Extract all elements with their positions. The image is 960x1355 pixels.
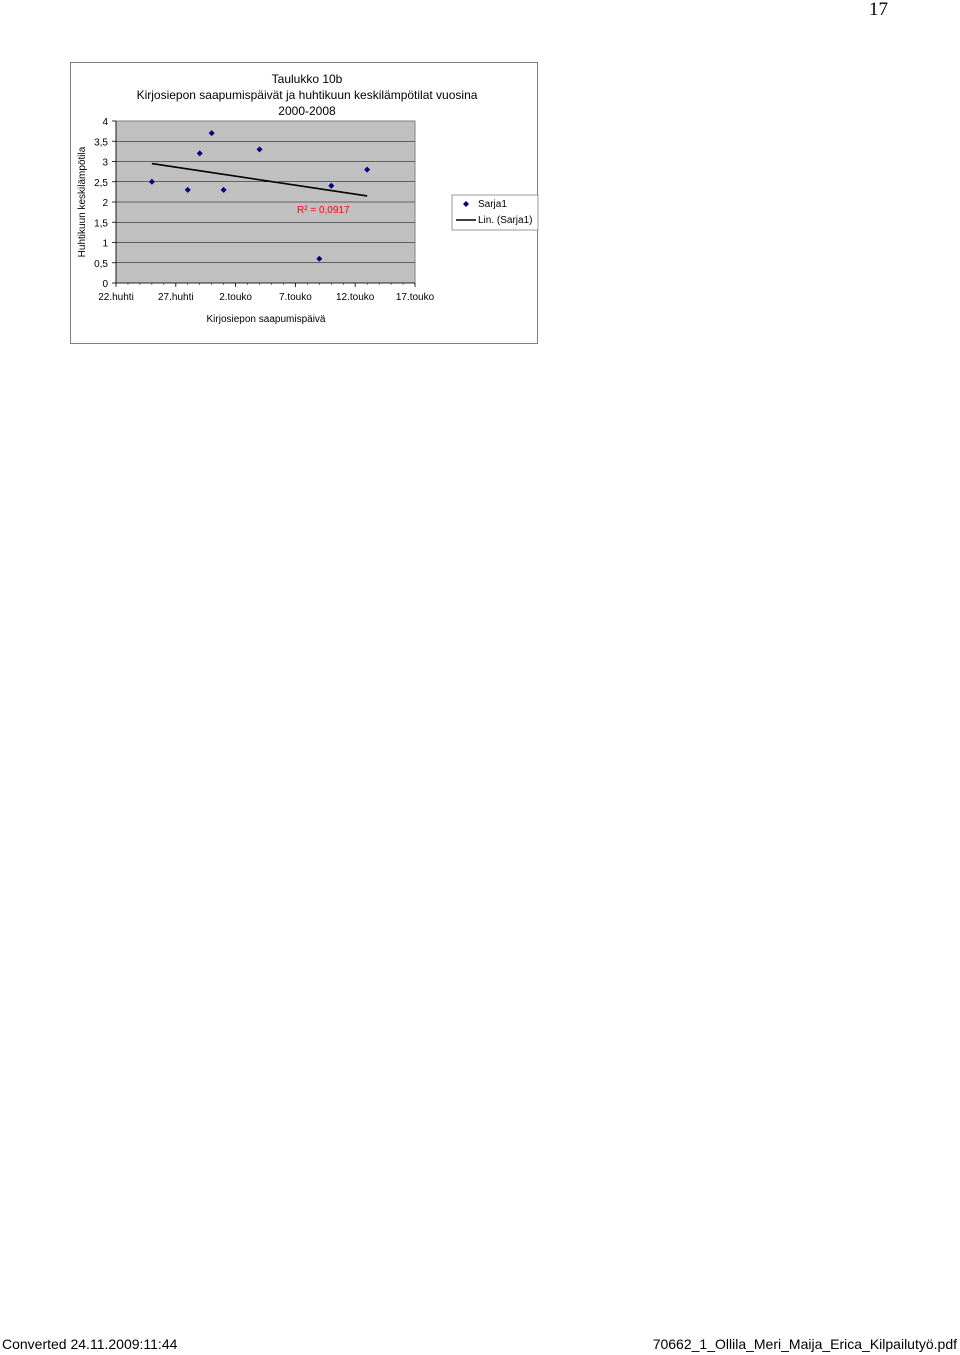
x-tick-label: 2.touko (219, 292, 253, 303)
y-tick-label: 1 (102, 238, 108, 250)
chart-frame (70, 62, 538, 344)
page-number: 17 (869, 0, 888, 20)
x-tick-label: 7.touko (278, 292, 312, 303)
x-tick-label: 12.touko (336, 292, 375, 303)
chart-title-line: Taulukko 10b (271, 72, 343, 86)
legend-label-sarja1: Sarja1 (478, 199, 507, 210)
r-squared-label: R² = 0,0917 (297, 205, 350, 216)
x-axis-label: Kirjosiepon saapumispäivä (206, 314, 326, 325)
y-tick-label: 4 (102, 117, 108, 128)
x-tick-label: 27.huhti (158, 292, 194, 303)
y-tick-label: 2 (102, 198, 108, 209)
x-tick-label: 22.huhti (98, 292, 134, 303)
y-tick-label: 0 (102, 279, 108, 290)
footer-converted-date: Converted 24.11.2009:11:44 (2, 1336, 178, 1352)
y-axis-label: Huhtikuun keskilämpötila (77, 146, 88, 258)
scatter-chart (71, 63, 539, 345)
y-tick-label: 1,5 (94, 218, 108, 230)
footer-file-name: 70662_1_Ollila_Meri_Maija_Erica_Kilpailutyö.pdf (652, 1336, 957, 1352)
chart-title-line: Kirjosiepon saapumispäivät ja huhtikuun keskilämpötilat vuosina (136, 88, 478, 102)
y-tick-label: 3 (102, 157, 108, 169)
y-tick-label: 2,5 (94, 177, 108, 189)
chart-title-line: 2000-2008 (278, 104, 336, 118)
x-tick-label: 17.touko (395, 292, 435, 303)
legend-label-trendline: Lin. (Sarja1) (478, 215, 533, 226)
y-tick-label: 3,5 (94, 137, 108, 149)
y-tick-label: 0,5 (94, 258, 108, 270)
